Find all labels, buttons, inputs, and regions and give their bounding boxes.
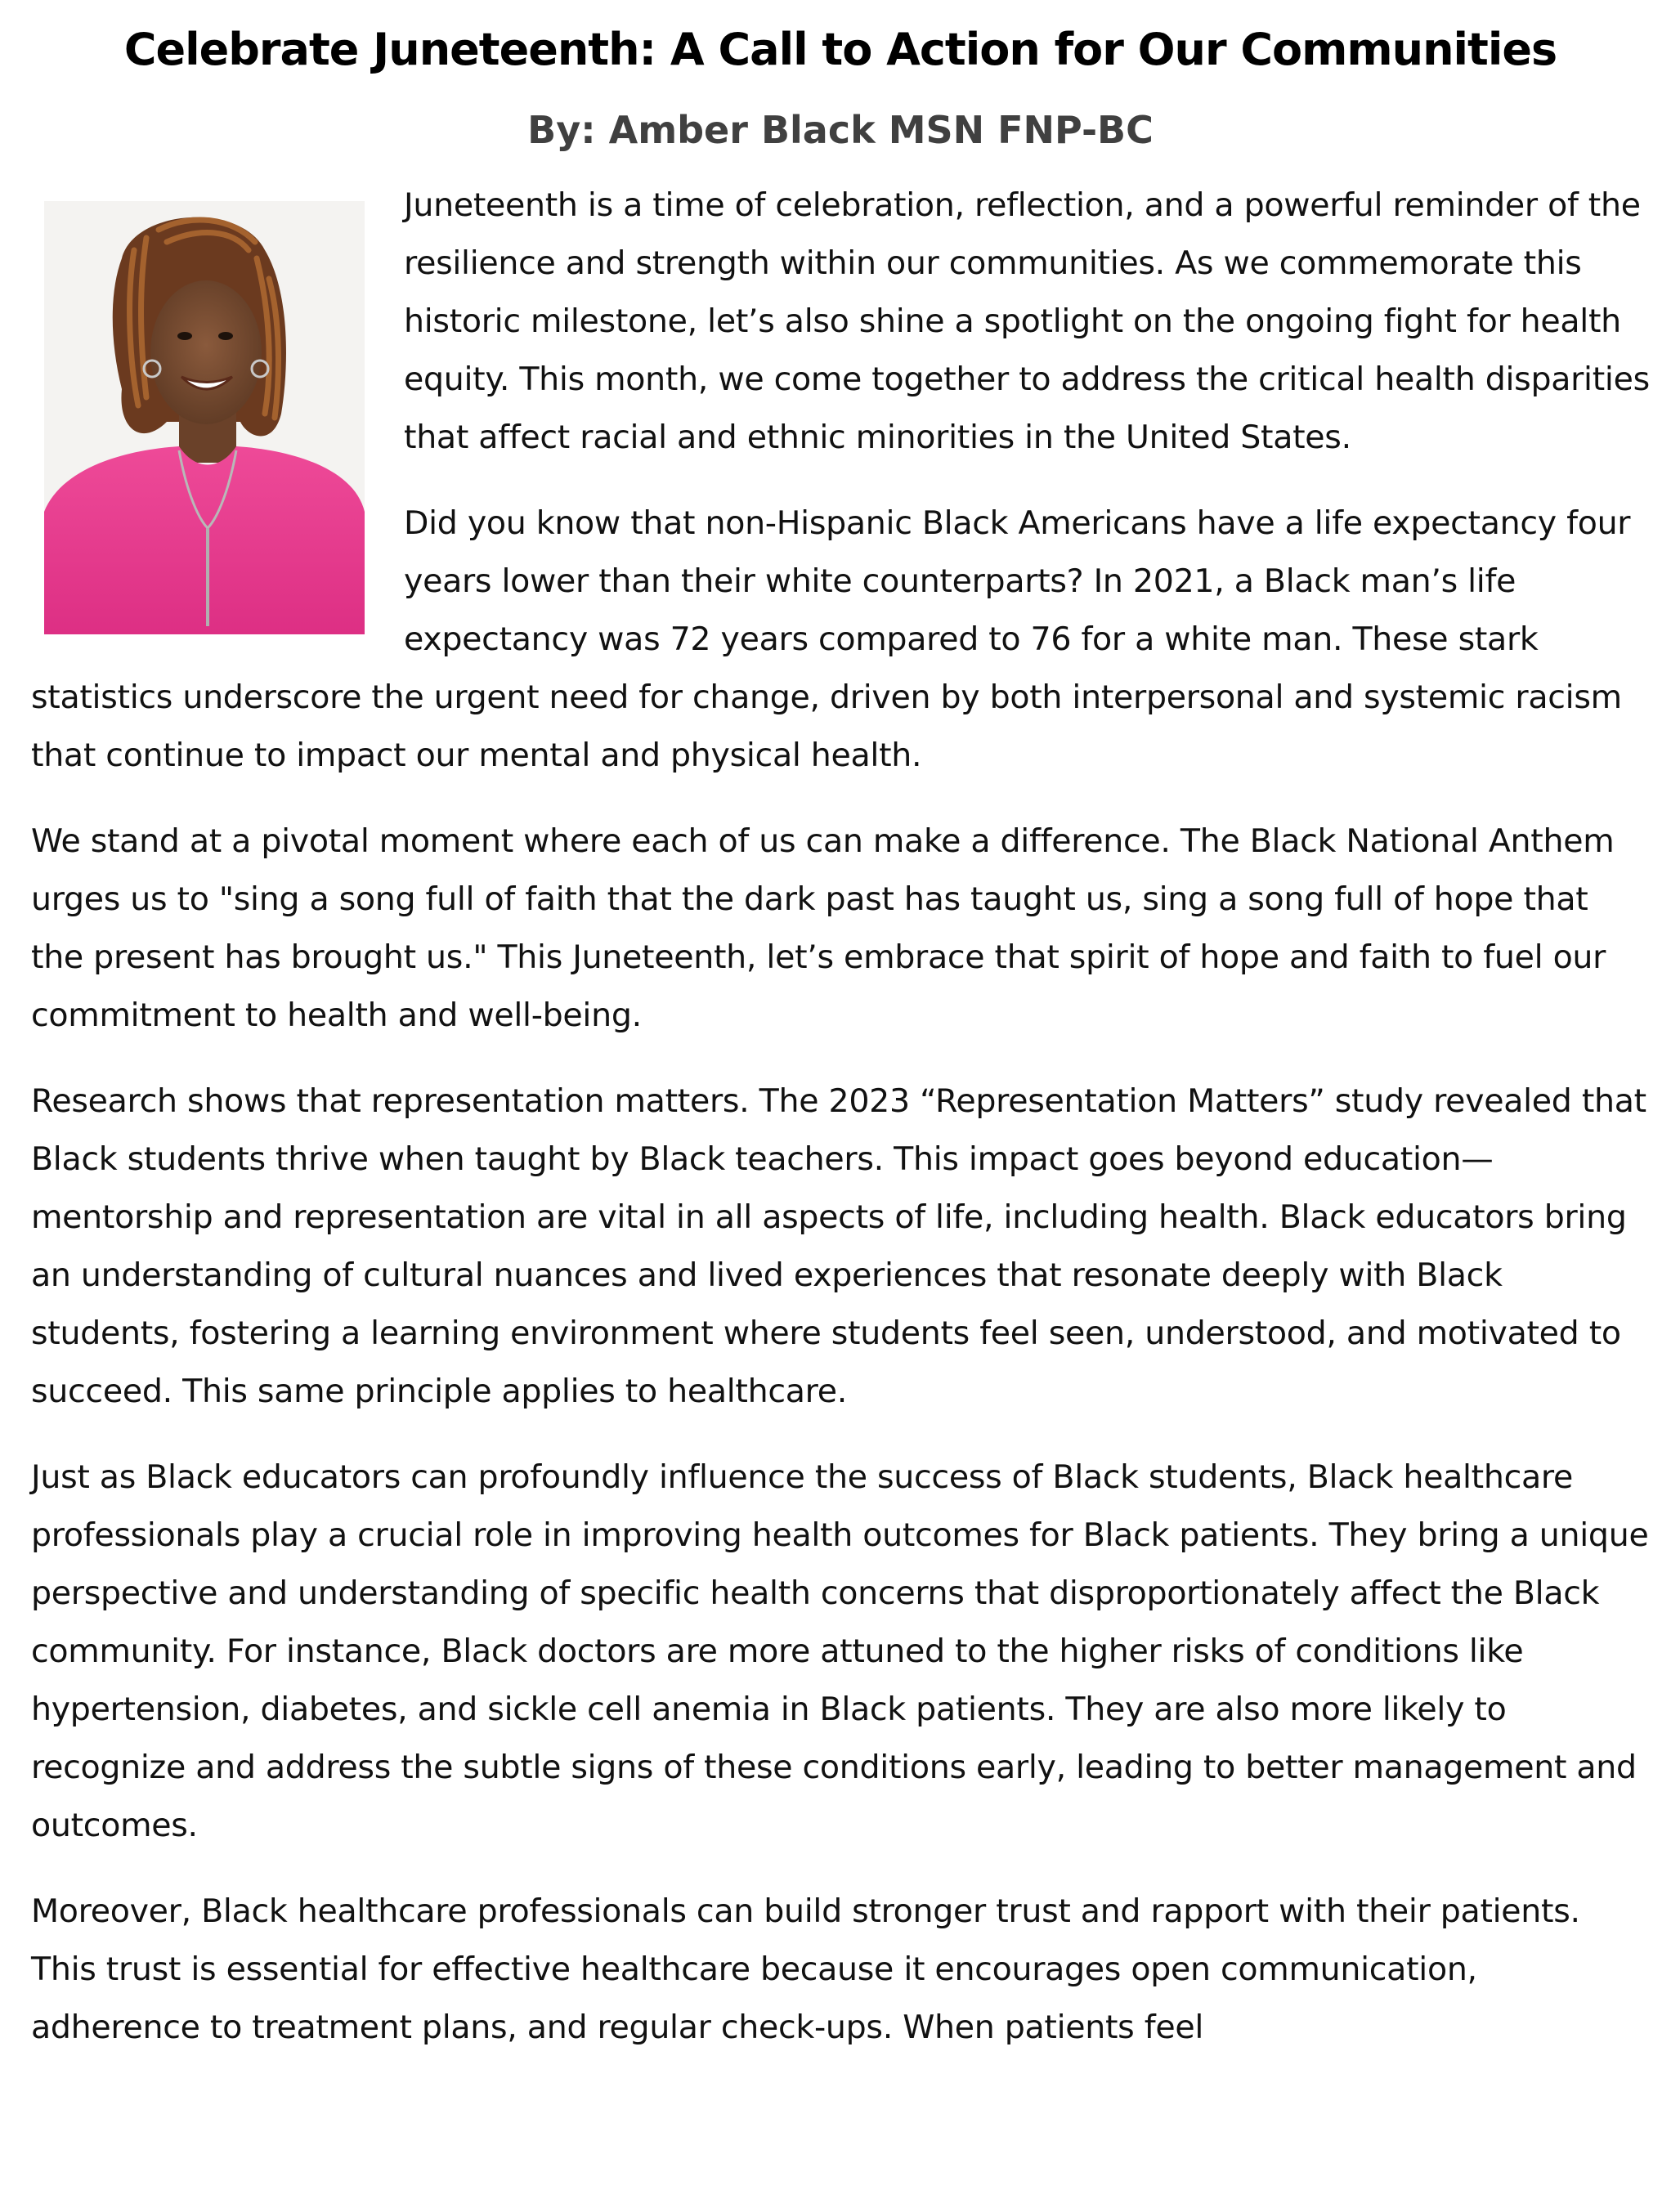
article-body: [31, 177, 1650, 2057]
article-byline: By: Amber Black MSN FNP-BC: [527, 108, 1154, 152]
author-photo: [44, 201, 365, 634]
paragraph-6: Moreover, Black healthcare professionals can build stronger trust and rapport with their patients. This trust is essential for effective healthcare because it encourages open communication, adherence to treatment plans, and regular check-ups. When patients feel: [31, 1892, 1580, 2046]
article-title: Celebrate Juneteenth: A Call to Action for Our Communities: [123, 24, 1557, 75]
paragraph-1: Juneteenth is a time of celebration, reflection, and a powerful reminder of the resilience and strength within our communities. As we commemorate this historic milestone, let’s also shine a spotlight on the ongoing fight for health equity. This month, we come together to address the critical health disparities that affect racial and ethnic minorities in the United States.: [404, 186, 1650, 456]
paragraph-4: Research shows that representation matters. The 2023 “Representation Matters” study revealed that Black students thrive when taught by Black teachers. This impact goes beyond education—mentorship and representation are vital in all aspects of life, including health. Black educators bring an understanding of cultural nuances and lived experiences that resonate deeply with Black students, fostering a learning environment where students feel seen, understood, and motivated to succeed. This same principle applies to healthcare.: [31, 1082, 1646, 1410]
article: [31, 18, 1650, 2085]
paragraph-3: We stand at a pivotal moment where each of us can make a difference. The Black National Anthem urges us to "sing a song full of faith that the dark past has taught us, sing a song full of hope that the present has brought us." This Juneteenth, let’s embrace that spirit of hope and faith to fuel our commitment to health and well-being.: [31, 822, 1615, 1034]
paragraph-2: Did you know that non-Hispanic Black Americans have a life expectancy four years lower than their white counterparts? In 2021, a Black man’s life expectancy was 72 years compared to 76 for a white man. These stark statistics underscore the urgent need for change, driven by both interpersonal and systemic racism that continue to impact our mental and physical health.: [31, 504, 1631, 774]
author-portrait-image: [44, 201, 365, 634]
paragraph-5: Just as Black educators can profoundly influence the success of Black students, Black healthcare professionals play a crucial role in improving health outcomes for Black patients. They bring a unique perspective and understanding of specific health concerns that disproportionately affect the Black community. For instance, Black doctors are more attuned to the higher risks of conditions like hypertension, diabetes, and sickle cell anemia in Black patients. They are also more likely to recognize and address the subtle signs of these conditions early, leading to better management and outcomes.: [31, 1458, 1649, 1844]
